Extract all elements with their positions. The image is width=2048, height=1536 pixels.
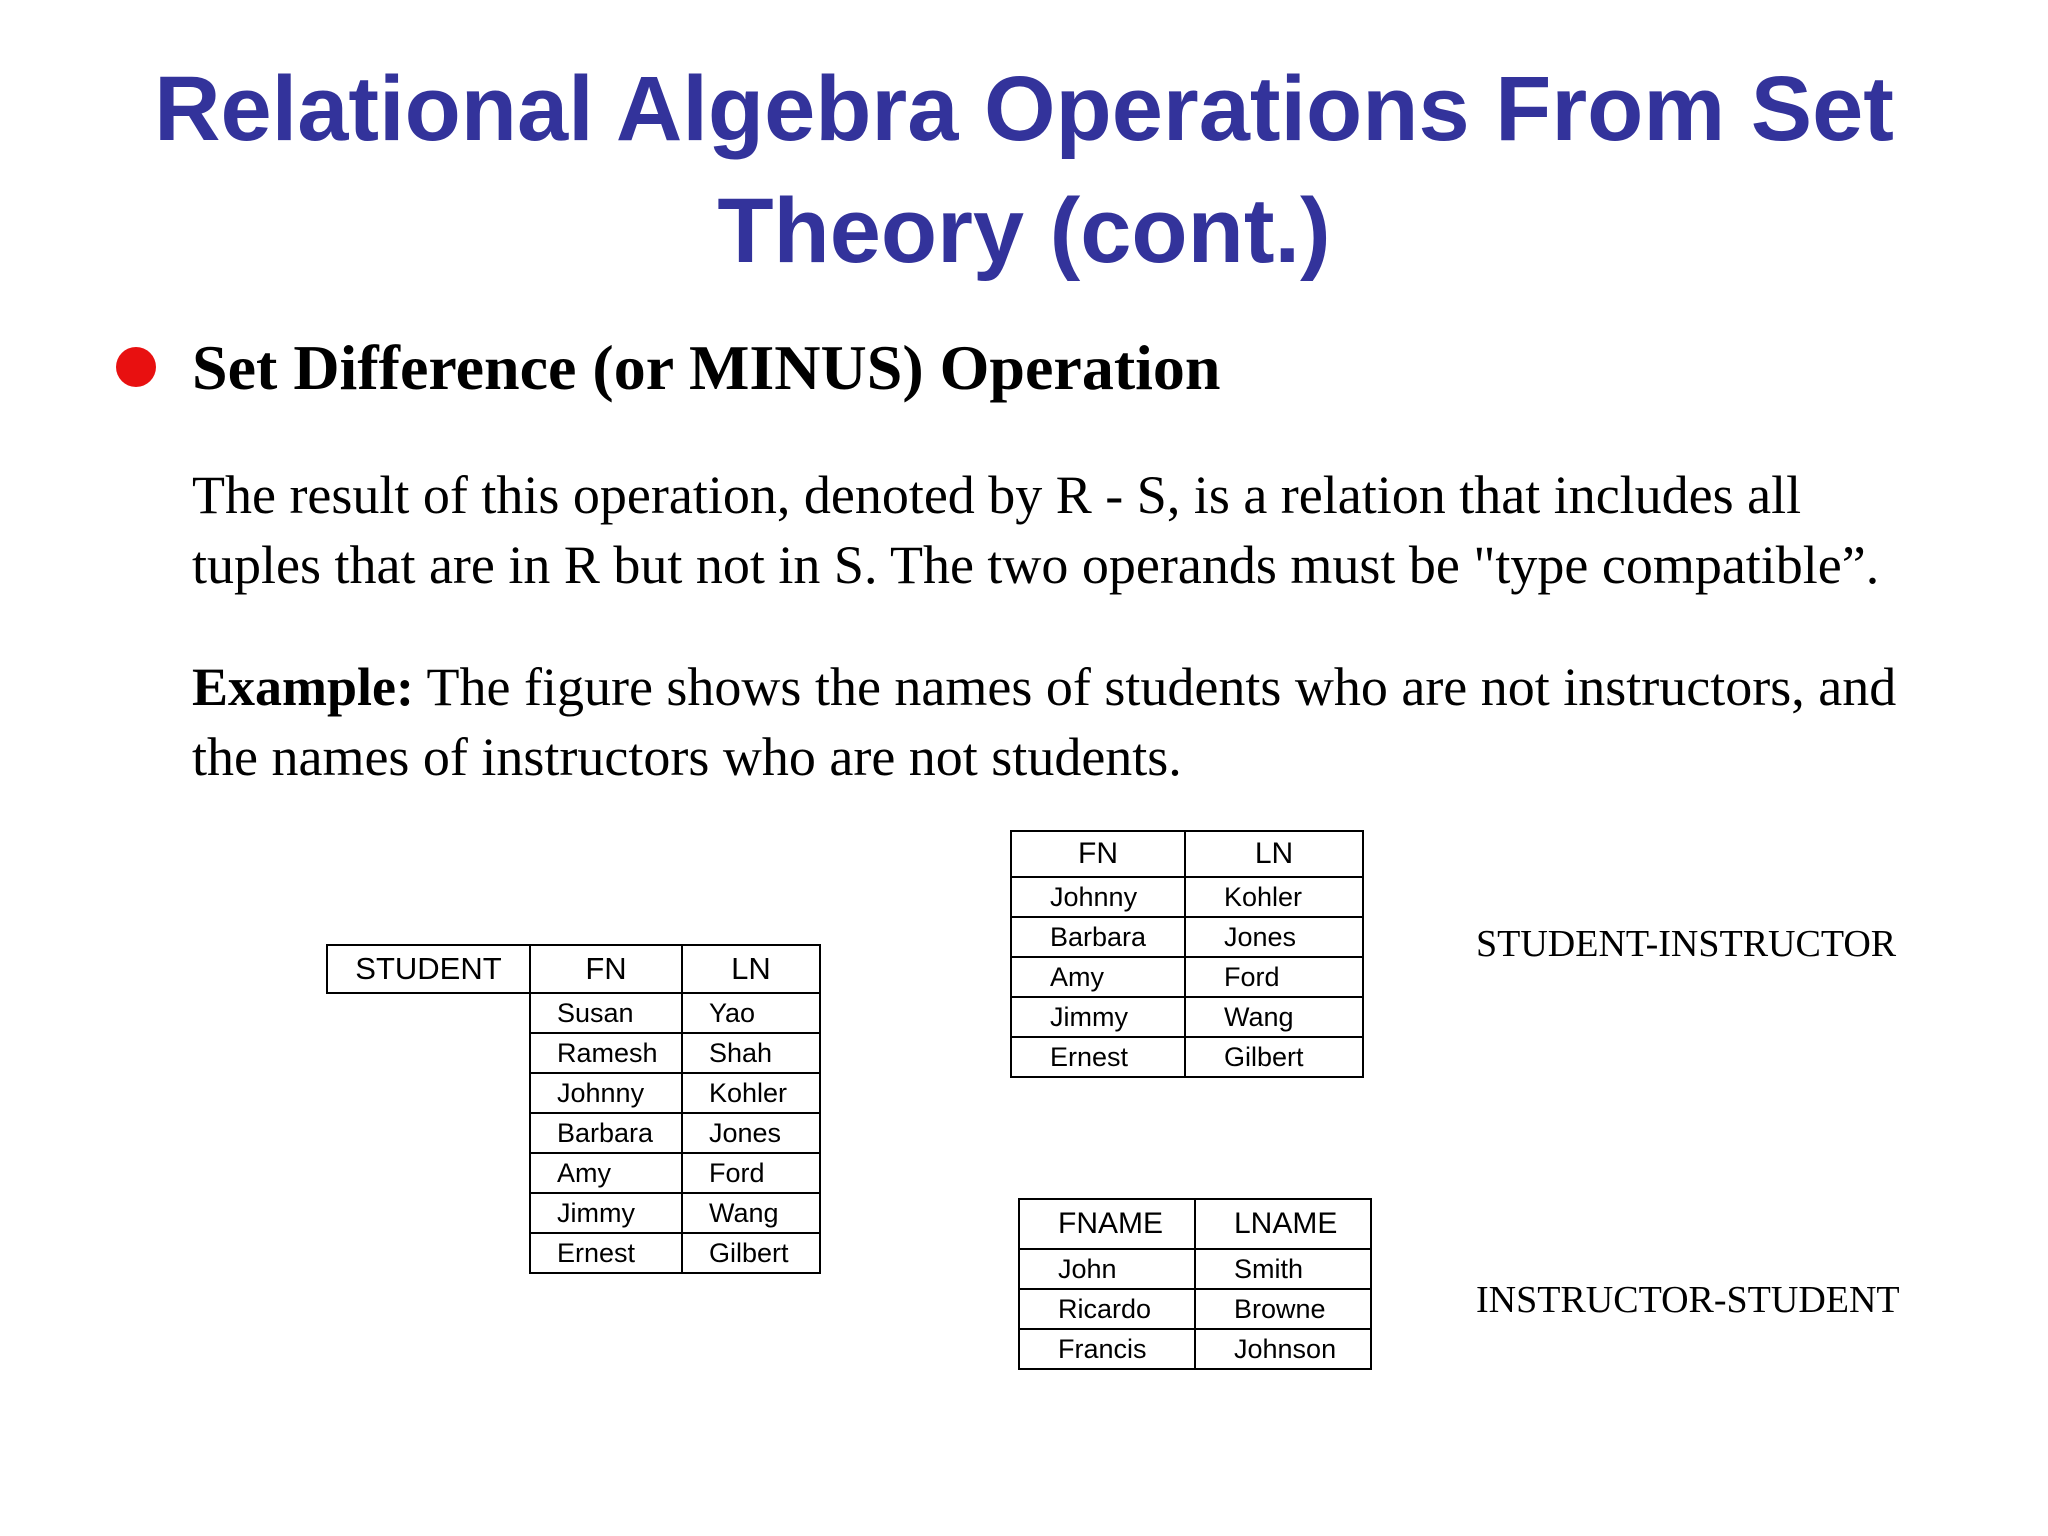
first-name-cell: Ricardo <box>1019 1289 1195 1329</box>
first-name-cell: Jimmy <box>530 1193 682 1233</box>
last-name-cell: Gilbert <box>682 1233 820 1273</box>
si-col-fn: FN <box>1011 831 1185 877</box>
empty-cell <box>327 1193 530 1233</box>
student-relation-name: STUDENT <box>327 945 530 993</box>
empty-cell <box>327 1113 530 1153</box>
is-col-fname: FNAME <box>1019 1199 1195 1249</box>
student-minus-instructor-table <box>1010 830 1364 1078</box>
last-name-cell: Jones <box>1185 917 1363 957</box>
instructor-minus-student-caption: INSTRUCTOR-STUDENT <box>1476 1279 1900 1321</box>
example-line-1 <box>192 652 2032 722</box>
last-name-cell: Browne <box>1195 1289 1371 1329</box>
si-col-ln: LN <box>1185 831 1363 877</box>
table-row <box>327 1193 820 1233</box>
definition-line-1: The result of this operation, denoted by R - S, is a relation that includes all <box>192 465 1802 525</box>
first-name-cell: Amy <box>1011 957 1185 997</box>
definition-line-2: tuples that are in R but not in S. The two operands must be "type compatible”. <box>192 535 1880 595</box>
first-name-cell: Amy <box>530 1153 682 1193</box>
first-name-cell: Jimmy <box>1011 997 1185 1037</box>
first-name-cell: Johnny <box>1011 877 1185 917</box>
last-name-cell: Kohler <box>682 1073 820 1113</box>
last-name-cell: Ford <box>1185 957 1363 997</box>
table-row <box>327 1153 820 1193</box>
empty-cell <box>327 1233 530 1273</box>
table-row <box>1011 997 1363 1037</box>
table-row <box>327 1033 820 1073</box>
table-row <box>1019 1329 1371 1369</box>
last-name-cell: Wang <box>1185 997 1363 1037</box>
last-name-cell: Ford <box>682 1153 820 1193</box>
example-text: The figure shows the names of students who are not instructors, and <box>414 657 1897 717</box>
student-table-header-row <box>327 945 820 993</box>
is-header-row <box>1019 1199 1371 1249</box>
empty-cell <box>327 1153 530 1193</box>
first-name-cell: Susan <box>530 993 682 1033</box>
student-minus-instructor-caption: STUDENT-INSTRUCTOR <box>1476 923 1897 965</box>
si-header-row <box>1011 831 1363 877</box>
first-name-cell: John <box>1019 1249 1195 1289</box>
first-name-cell: Francis <box>1019 1329 1195 1369</box>
last-name-cell: Wang <box>682 1193 820 1233</box>
first-name-cell: Ernest <box>530 1233 682 1273</box>
is-col-lname: LNAME <box>1195 1199 1371 1249</box>
table-row <box>1019 1249 1371 1289</box>
table-row <box>1011 957 1363 997</box>
bullet-heading: Set Difference (or MINUS) Operation <box>192 332 1221 403</box>
first-name-cell: Ramesh <box>530 1033 682 1073</box>
instructor-minus-student-table <box>1018 1198 1372 1370</box>
table-row <box>1011 1037 1363 1077</box>
table-row <box>1011 877 1363 917</box>
last-name-cell: Johnson <box>1195 1329 1371 1369</box>
student-col-fn: FN <box>530 945 682 993</box>
first-name-cell: Barbara <box>1011 917 1185 957</box>
example-label: Example: <box>192 657 414 717</box>
table-row <box>1019 1289 1371 1329</box>
last-name-cell: Smith <box>1195 1249 1371 1289</box>
last-name-cell: Jones <box>682 1113 820 1153</box>
last-name-cell: Shah <box>682 1033 820 1073</box>
definition-paragraph <box>192 460 2032 600</box>
student-table <box>326 944 821 1274</box>
last-name-cell: Gilbert <box>1185 1037 1363 1077</box>
table-row <box>327 993 820 1033</box>
example-paragraph <box>192 652 2032 792</box>
student-col-ln: LN <box>682 945 820 993</box>
first-name-cell: Barbara <box>530 1113 682 1153</box>
example-line-2: the names of instructors who are not students. <box>192 727 1182 787</box>
last-name-cell: Kohler <box>1185 877 1363 917</box>
slide-title-line-2: Theory (cont.) <box>717 180 1331 282</box>
first-name-cell: Ernest <box>1011 1037 1185 1077</box>
empty-cell <box>327 993 530 1033</box>
slide-title <box>0 48 2048 292</box>
table-row <box>327 1073 820 1113</box>
first-name-cell: Johnny <box>530 1073 682 1113</box>
table-row <box>327 1233 820 1273</box>
bullet-dot-icon <box>116 347 156 387</box>
slide-title-line-1: Relational Algebra Operations From Set <box>154 58 1894 160</box>
table-row <box>1011 917 1363 957</box>
empty-cell <box>327 1073 530 1113</box>
empty-cell <box>327 1033 530 1073</box>
last-name-cell: Yao <box>682 993 820 1033</box>
table-row <box>327 1113 820 1153</box>
